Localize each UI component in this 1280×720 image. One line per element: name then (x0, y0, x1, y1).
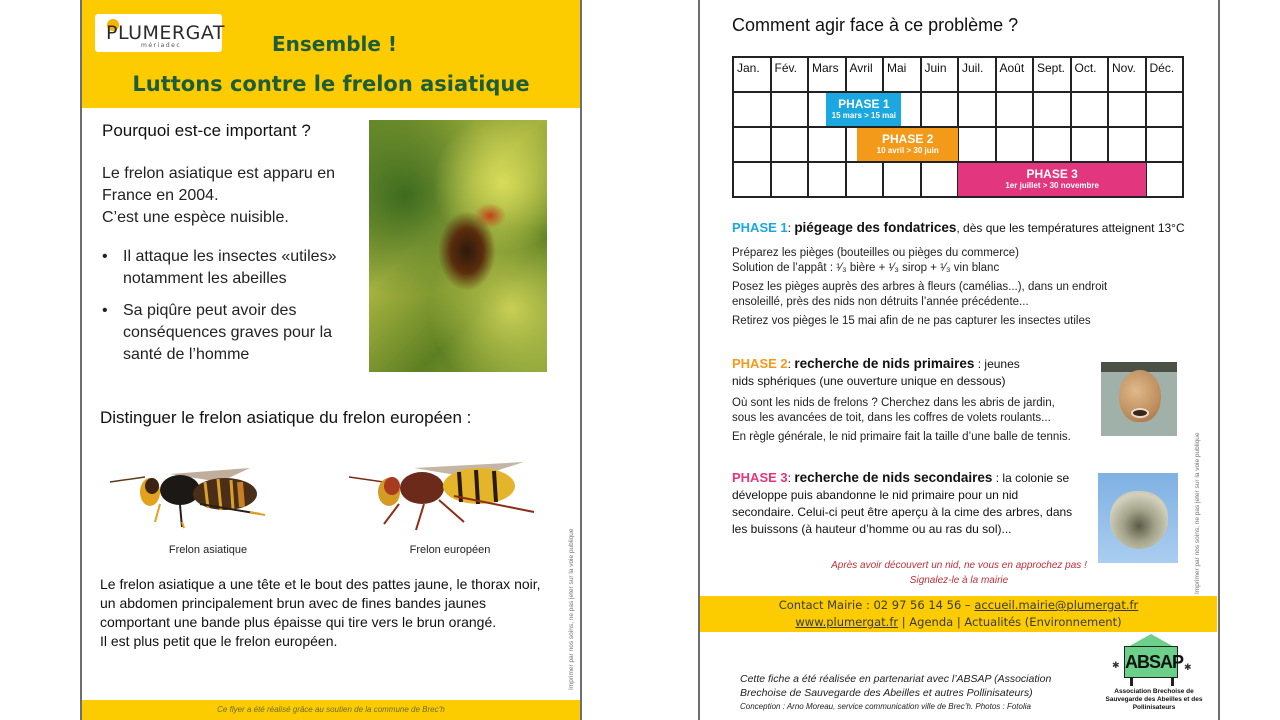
list-item: • Il attaque les insectes «utiles» notamment les abeilles (102, 246, 352, 290)
bee-icon: ✱ (1112, 660, 1120, 670)
absap-caption: Association Brechoise de Sauvegarde des Abeilles et des Pollinisateurs (1105, 688, 1203, 711)
month-cell: Juil. (958, 57, 996, 92)
phase3-title: recherche de nids secondaires (794, 470, 993, 485)
links-suffix: | Agenda | Actualités (Environnement) (898, 615, 1122, 629)
phase1-title: piégeage des fondatrices (794, 220, 957, 235)
month-cell: Oct. (1071, 57, 1109, 92)
partnership-note: Cette fiche a été réalisée en partenariat avec l’ABSAP (Association Brechoise de Sauvegarde des Abeilles et autres Pollinisateurs) (740, 673, 1052, 699)
phase1-paragraph: Solution de l’appât : ¹⁄₃ bière + ¹⁄₃ sirop + ¹⁄₃ vin blanc (732, 262, 1000, 274)
why-section-title: Pourquoi est-ce important ? (102, 121, 311, 140)
month-cell: Mai (883, 57, 921, 92)
distinguish-section-title: Distinguer le frelon asiatique du frelon européen : (100, 408, 472, 427)
logo-text: PLUMERGAT (106, 22, 225, 44)
phase2-paragraph: En règle générale, le nid primaire fait la taille d’une balle de tennis. (732, 431, 1071, 443)
flyer-page-right (698, 0, 1220, 720)
header-banner (82, 0, 580, 108)
warning-line: Signalez-le à la mairie (909, 575, 1009, 586)
action-title: Comment agir face à ce problème ? (732, 15, 1019, 35)
intro-text (102, 163, 342, 229)
month-cell: Juin (921, 57, 959, 92)
logo-subtitle: mériadec (141, 42, 182, 49)
phase2-heading: PHASE 2: recherche de nids primaires : jeunes nids sphériques (une ouverture unique en dessous) (732, 356, 1020, 388)
print-notice: Imprimer par nos soins, ne pas jeter sur la voie publique (1194, 432, 1201, 594)
phase-name: PHASE 3 (1026, 167, 1078, 181)
contact-phone: Contact Mairie : 02 97 56 14 56 – (778, 598, 975, 612)
month-cell: Sept. (1033, 57, 1071, 92)
email-link[interactable]: accueil.mairie@plumergat.fr (974, 598, 1139, 612)
phase-name: PHASE 2 (882, 132, 934, 146)
phase1-label: PHASE 1 (732, 220, 788, 235)
phase1-body (732, 246, 1152, 333)
species-caption: Frelon asiatique (168, 544, 248, 556)
phase-dates: 10 avril > 30 juin (876, 146, 939, 155)
primary-nest-photo (1101, 362, 1177, 436)
phase2-paragraph: Où sont les nids de frelons ? Cherchez dans les abris de jardin, sous les avancées de toit, dans les coffres de volets roulants... (732, 397, 1055, 424)
hornet-icon (344, 452, 544, 532)
phase1-subtitle: , dès que les températures atteignent 13°C (956, 221, 1185, 235)
phase3-bar (958, 163, 1146, 196)
month-cell: Août (996, 57, 1034, 92)
month-cell: Avril (846, 57, 884, 92)
website-link[interactable]: www.plumergat.fr (795, 615, 899, 629)
phase1-heading: PHASE 1: piégeage des fondatrices, dès que les températures atteignent 13°C (732, 220, 1185, 235)
hornet-icon (100, 452, 300, 532)
list-item: • Sa piqûre peut avoir des conséquences graves pour la santé de l’homme (102, 300, 352, 366)
phase-name: PHASE 1 (838, 97, 890, 111)
contact-band (700, 596, 1217, 632)
phase3-subtitle: : la colonie se développe puis abandonne le nid primaire pour un nid secondaire. Celui-ci peut être aperçu à la cime des arbres, dans les buissons (à hauteur d’homme ou au ras du sol)... (732, 471, 1073, 536)
intro-line: Le frelon asiatique est apparu en France en 2004. (102, 165, 336, 204)
beehive-icon: ABSAP (1124, 646, 1178, 678)
print-notice: Imprimer par nos soins, ne pas jeter sur la voie publique (568, 528, 575, 690)
phase-calendar (732, 56, 1184, 196)
month-cell: Jan. (733, 57, 771, 92)
asian-hornet-illustration (100, 452, 300, 532)
phase1-paragraph: Retirez vos pièges le 15 mai afin de ne pas capturer les insectes utiles (732, 315, 1091, 327)
phase1-paragraph: Préparez les pièges (bouteilles ou pièges du commerce) (732, 247, 1020, 259)
reasons-list (102, 246, 352, 376)
phase1-paragraph: Posez les pièges auprès des arbres à fleurs (camélias...), dans un endroit ensoleillé, près des nids non détruits l’année précédente... (732, 281, 1108, 308)
flyer-page-left (80, 0, 582, 720)
phase2-subtitle: : jeunes nids sphériques (une ouverture unique en dessous) (732, 357, 1020, 388)
phase2-label: PHASE 2 (732, 356, 788, 371)
bee-icon: ✱ (1184, 662, 1192, 672)
credits (740, 672, 1080, 713)
month-cell: Nov. (1108, 57, 1146, 92)
month-cell: Mars (808, 57, 846, 92)
month-cell: Fév. (771, 57, 809, 92)
header-title-line2: Luttons contre le frelon asiatique (132, 72, 530, 96)
description-line: Il est plus petit que le frelon européen. (100, 633, 338, 649)
phase-row (733, 92, 1183, 127)
absap-logo (1104, 632, 1204, 720)
description-line: Le frelon asiatique a une tête et le bout des pattes jaune, le thorax noir, un abdomen principalement brun avec de fines bandes jaunes comportant une bande plus épaisse qui tire vers le brun orangé. (100, 576, 541, 630)
nest-warning (700, 558, 1218, 588)
month-cell: Déc. (1146, 57, 1184, 92)
conception-credit: Conception : Arno Moreau, service communication ville de Brec’h. Photos : Fotolia (740, 702, 1031, 711)
months-row (733, 57, 1183, 92)
phase-dates: 1er juillet > 30 novembre (1005, 181, 1099, 190)
intro-line: C’est une espèce nuisible. (102, 209, 289, 226)
hornet-description (100, 575, 555, 651)
sponsor-footer: Ce flyer a été réalisé grâce au soutien de la commune de Brec’h (82, 700, 580, 720)
phase2-body (732, 396, 1082, 449)
phase-dates: 15 mars > 15 mai (831, 111, 896, 120)
phase3-heading: PHASE 3: recherche de nids secondaires : la colonie se développe puis abandonne le nid primaire pour un nid secondaire. Celui-ci peut être aperçu à la cime des arbres, dans les buissons (à hauteur d’homme ou au ras du sol)... (732, 470, 1073, 536)
phase2-bar (857, 128, 958, 161)
phase1-bar (826, 93, 901, 126)
phase3-label: PHASE 3 (732, 470, 788, 485)
plumergat-logo (95, 14, 225, 52)
asian-hornet-photo (369, 120, 547, 372)
species-caption: Frelon européen (409, 544, 491, 556)
secondary-nest-photo (1098, 473, 1178, 563)
nest-icon (1110, 491, 1168, 549)
european-hornet-illustration (344, 452, 544, 532)
header-title-line1: Ensemble ! (272, 32, 398, 56)
phase2-title: recherche de nids primaires (794, 356, 975, 371)
phase-row (733, 127, 1183, 162)
warning-line: Après avoir découvert un nid, ne vous en approchez pas ! (831, 560, 1087, 571)
